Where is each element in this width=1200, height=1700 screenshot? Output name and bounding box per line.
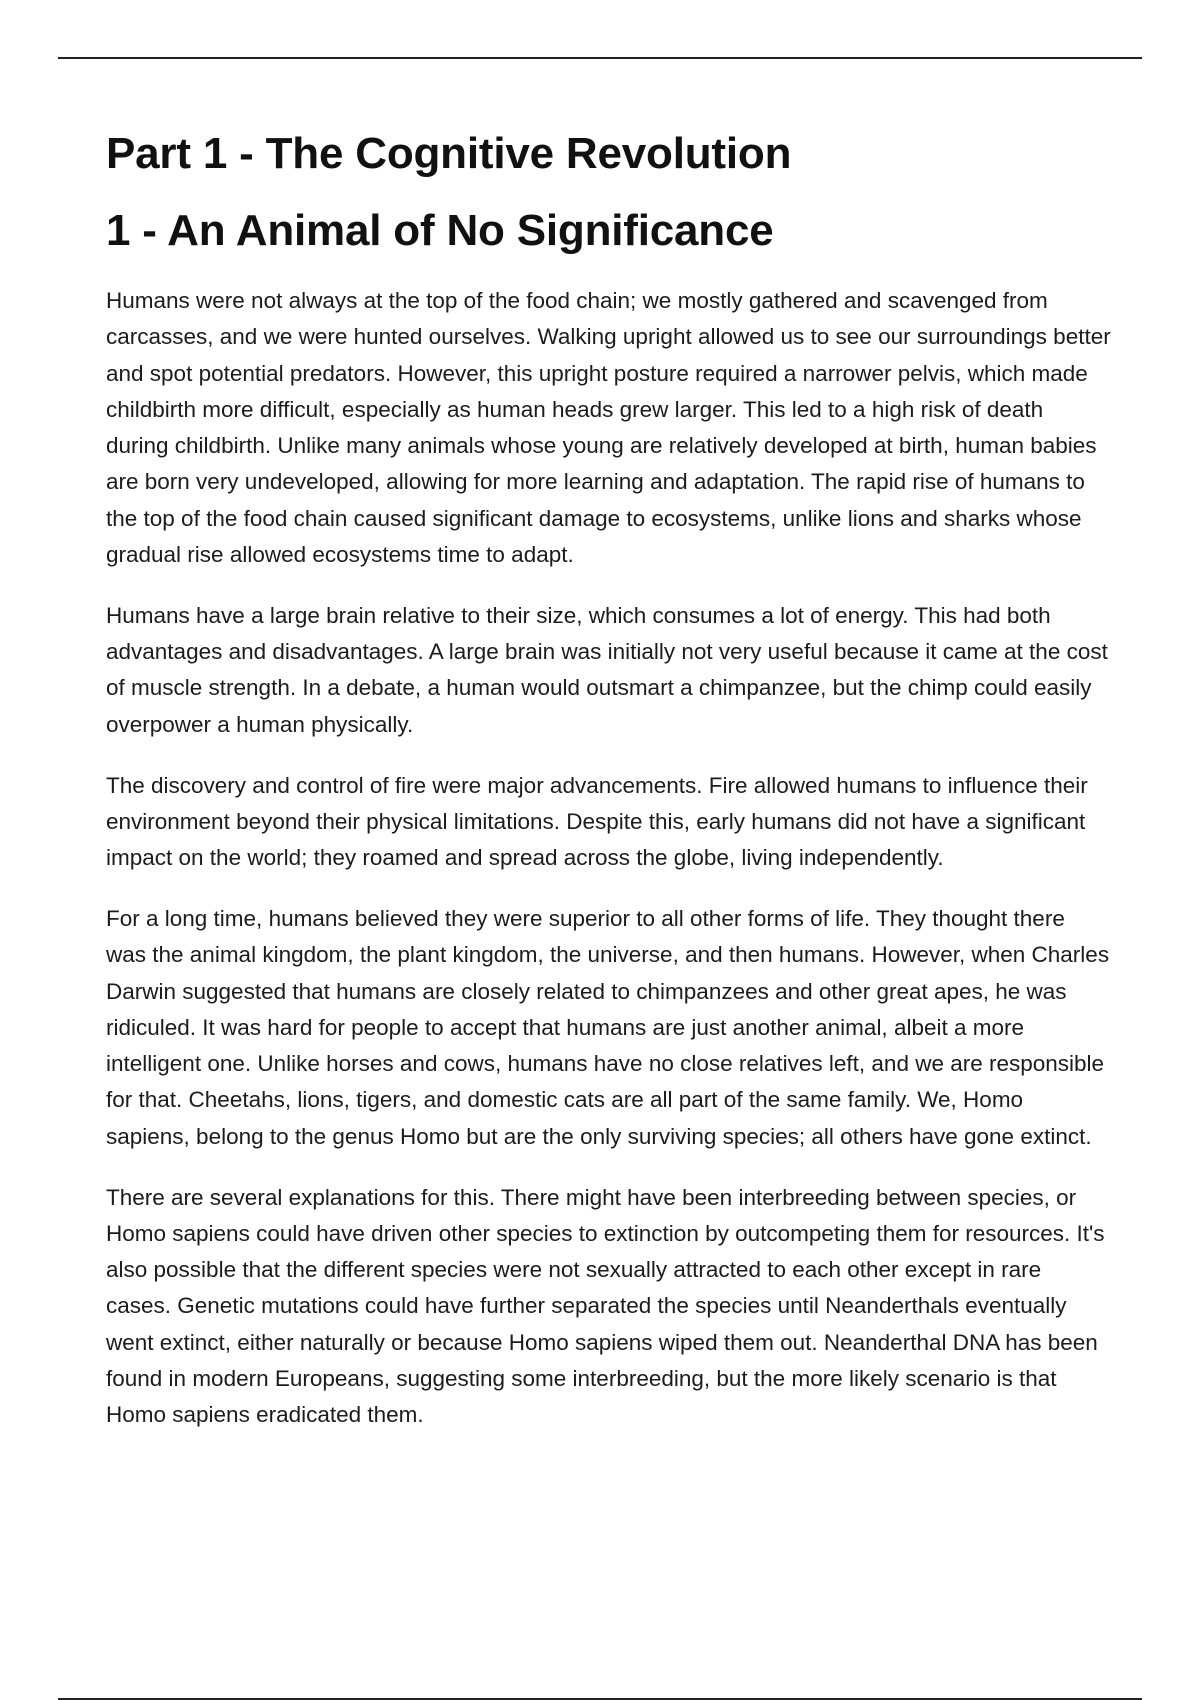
- paragraph: Humans were not always at the top of the food chain; we mostly gathered and scavenged from carcasses, and we were hunted ourselves. Walking upright allowed us to see our surroundings better and spot potential predators. However, this upright posture required a narrower pelvis, which made childbirth more difficult, especially as human heads grew larger. This led to a high risk of death during childbirth. Unlike many animals whose young are relatively developed at birth, human babies are born very undeveloped, allowing for more learning and adaptation. The rapid rise of humans to the top of the food chain caused significant damage to ecosystems, unlike lions and sharks whose gradual rise allowed ecosystems time to adapt.: [106, 288, 1111, 568]
- chapter-title: 1 - An Animal of No Significance: [106, 206, 774, 255]
- paragraph: The discovery and control of fire were major advancements. Fire allowed humans to influence their environment beyond their physical limitations. Despite this, early humans did not have a significant impact on the world; they roamed and spread across the globe, living independently.: [106, 772, 1088, 871]
- paragraph: Humans have a large brain relative to their size, which consumes a lot of energy. This had both advantages and disadvantages. A large brain was initially not very useful because it came at the cost of muscle strength. In a debate, a human would outsmart a chimpanzee, but the chimp could easily overpower a human physically.: [106, 602, 1108, 737]
- paragraph: There are several explanations for this. There might have been interbreeding between species, or Homo sapiens could have driven other species to extinction by outcompeting them for resources. It's also possible that the different species were not sexually attracted to each other except in rare cases. Genetic mutations could have further separated the species until Neanderthals eventually went extinct, either naturally or because Homo sapiens wiped them out. Neanderthal DNA has been found in modern Europeans, suggesting some interbreeding, but the more likely scenario is that Homo sapiens eradicated them.: [106, 1184, 1105, 1428]
- part-title: Part 1 - The Cognitive Revolution: [106, 129, 792, 178]
- document-body: [106, 128, 1111, 1458]
- top-rule: [58, 57, 1142, 59]
- paragraph: For a long time, humans believed they were superior to all other forms of life. They thought there was the animal kingdom, the plant kingdom, the universe, and then humans. However, when Charles Darwin suggested that humans are closely related to chimpanzees and other great apes, he was ridiculed. It was hard for people to accept that humans are just another animal, albeit a more intelligent one. Unlike horses and cows, humans have no close relatives left, and we are responsible for that. Cheetahs, lions, tigers, and domestic cats are all part of the same family. We, Homo sapiens, belong to the genus Homo but are the only surviving species; all others have gone extinct.: [106, 905, 1110, 1149]
